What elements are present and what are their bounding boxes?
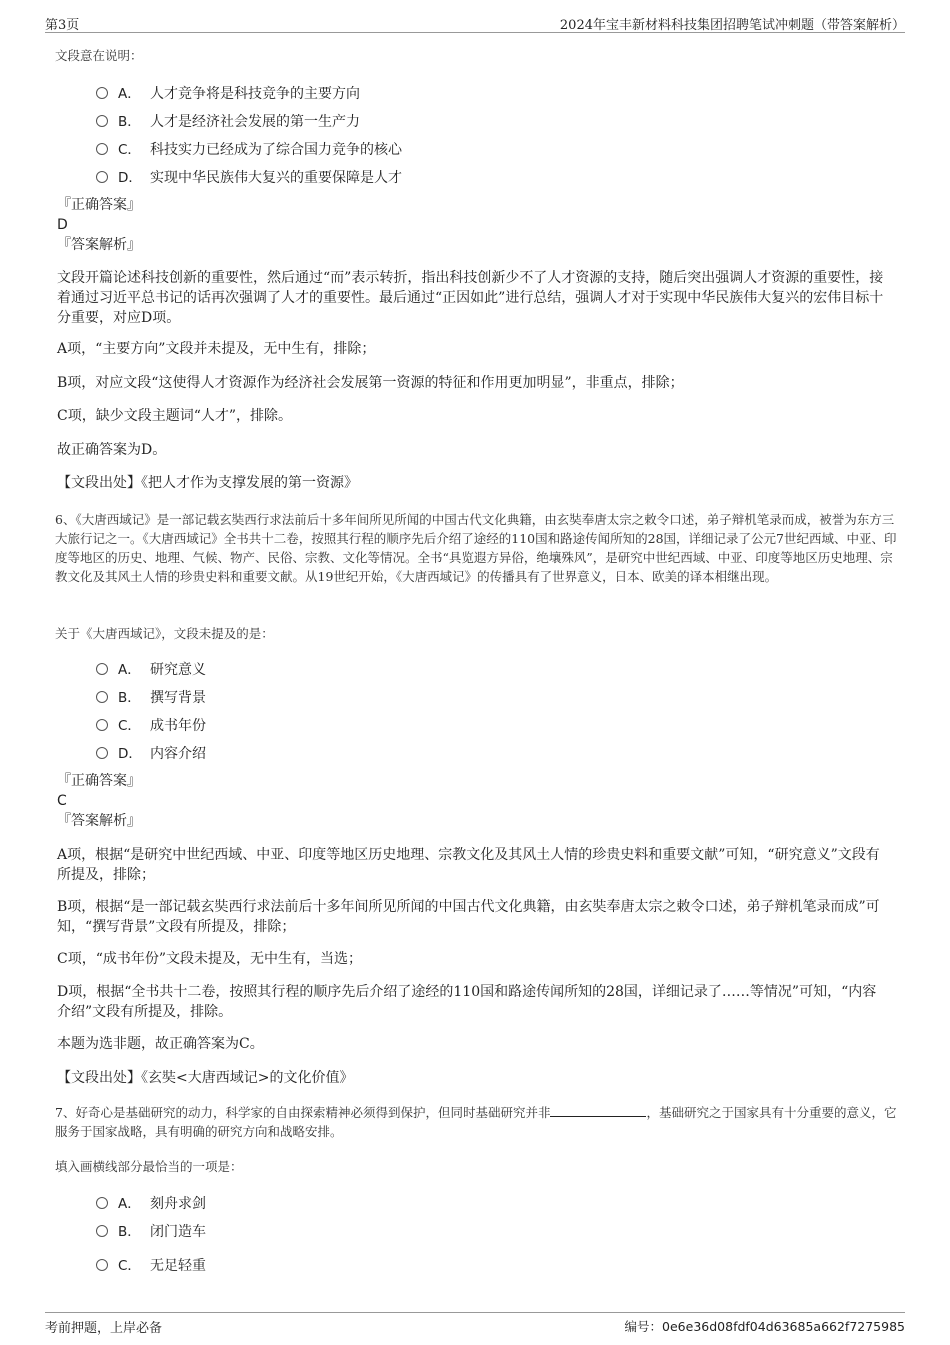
q7-option-b[interactable]: B． 闭门造车 [96,1220,206,1240]
radio-icon[interactable] [96,691,108,703]
q7-stem: 7、好奇心是基础研究的动力，科学家的自由探索精神必须得到保护，但同时基础研究并非 ，基础研究之于国家具有十分重要的意义，它服务于国家战略，具有明确的研究方向和战略安排。 [55,1105,897,1139]
q5-option-b[interactable]: B． 人才是经济社会发展的第一生产力 [96,110,360,130]
q6-stem: 6、《大唐西域记》是一部记载玄奘西行求法前后十多年间所见所闻的中国古代文化典籍，由玄奘奉唐太宗之敕令口述，弟子辩机笔录而成，被誉为东方三大旅行记之一。《大唐西域记》全书共十二卷，按照其行程的顺序先后介绍了途经的110国和路途传闻所知的28国，详细记录了公元7世纪西域、中亚、印度等地区的历史、地理、气候、物产、民俗、宗教、文化等情况。全书“具览遐方异俗，绝壤殊风”，是研究中世纪西域、中亚、印度等地区历史地理、宗教文化及其风土人情的珍贵史料和重要文献。从19世纪开始，《大唐西域记》的传播具有了世界意义，日本、欧美的译本相继出现。 [55,512,897,584]
radio-icon[interactable] [96,87,108,99]
radio-icon[interactable] [96,1225,108,1237]
q7-prompt: 填入画横线部分最恰当的一项是： [55,1159,243,1174]
q5-source: 【文段出处】《把人才作为支撑发展的第一资源》 [57,475,358,491]
q5-analysis-label: 『答案解析』 [57,237,141,253]
fill-blank [550,1104,646,1117]
radio-icon[interactable] [96,1197,108,1209]
footer-slogan: 考前押题，上岸必备 [45,1321,163,1336]
q6-analysis-b: B项，根据“是一部记载玄奘西行求法前后十多年间所见所闻的中国古代文化典籍，由玄奘奉唐太宗之敕令口述，弟子辩机笔录而成”可知，“撰写背景”文段有所提及，排除； [57,899,880,935]
q5-prompt: 文段意在说明： [55,48,143,63]
radio-icon[interactable] [96,171,108,183]
q6-analysis-c: C项，“成书年份”文段未提及，无中生有，当选； [57,951,363,967]
q5-analysis-summary: 文段开篇论述科技创新的重要性，然后通过“而”表示转折，指出科技创新少不了人才资源的支持，随后突出强调人才资源的重要性，接着通过习近平总书记的话再次强调了人才的重要性。最后通过“正因如此”进行总结，强调人才对于实现中华民族伟大复兴的宏伟目标十分重要，对应D项。 [57,270,884,326]
q5-analysis-a: A项，“主要方向”文段并未提及，无中生有，排除； [57,341,376,357]
radio-icon[interactable] [96,1259,108,1271]
page-header [45,12,905,33]
q6-analysis-label: 『答案解析』 [57,813,141,829]
q5-option-a[interactable]: A． 人才竞争将是科技竞争的主要方向 [96,82,360,102]
q6-answer-label: 『正确答案』 [57,773,141,789]
q5-analysis-c: C项，缺少文段主题词“人才”，排除。 [57,408,293,424]
q6-option-c[interactable]: C． 成书年份 [96,714,206,734]
q6-option-d[interactable]: D． 内容介绍 [96,742,206,762]
q6-source: 【文段出处】《玄奘<大唐西域记>的文化价值》 [57,1070,354,1086]
q5-analysis-b: B项，对应文段“这使得人才资源作为经济社会发展第一资源的特征和作用更加明显”，非重点，排除； [57,375,684,391]
radio-icon[interactable] [96,747,108,759]
q6-analysis-a: A项，根据“是研究中世纪西域、中亚、印度等地区历史地理、宗教文化及其风土人情的珍贵史料和重要文献”可知，“研究意义”文段有所提及，排除； [57,847,880,883]
radio-icon[interactable] [96,719,108,731]
q6-conclusion: 本题为选非题，故正确答案为C。 [57,1036,264,1052]
q6-prompt: 关于《大唐西域记》，文段未提及的是： [55,626,274,641]
radio-icon[interactable] [96,143,108,155]
radio-icon[interactable] [96,663,108,675]
q6-option-a[interactable]: A． 研究意义 [96,658,206,678]
q5-answer-label: 『正确答案』 [57,197,141,213]
radio-icon[interactable] [96,115,108,127]
q5-option-d[interactable]: D． 实现中华民族伟大复兴的重要保障是人才 [96,166,402,186]
q5-option-c[interactable]: C． 科技实力已经成为了综合国力竞争的核心 [96,138,402,158]
page-footer [45,1312,905,1335]
q6-answer: C [57,793,67,809]
q6-analysis-d: D项，根据“全书共十二卷，按照其行程的顺序先后介绍了途经的110国和路途传闻所知的28国，详细记录了……等情况”可知，“内容介绍”文段有所提及，排除。 [57,984,877,1020]
q6-option-b[interactable]: B． 撰写背景 [96,686,206,706]
q5-answer: D [57,217,68,233]
document-id: 编号：0e6e36d08fdf04d63685a662f7275985 [624,1319,905,1334]
q5-conclusion: 故正确答案为D。 [57,442,167,458]
page-number: 第3页 [45,18,80,33]
q7-option-c[interactable]: C． 无足轻重 [96,1254,206,1274]
q7-option-a[interactable]: A． 刻舟求剑 [96,1192,206,1212]
document-title: 2024年宝丰新材料科技集团招聘笔试冲刺题（带答案解析） [559,18,905,33]
